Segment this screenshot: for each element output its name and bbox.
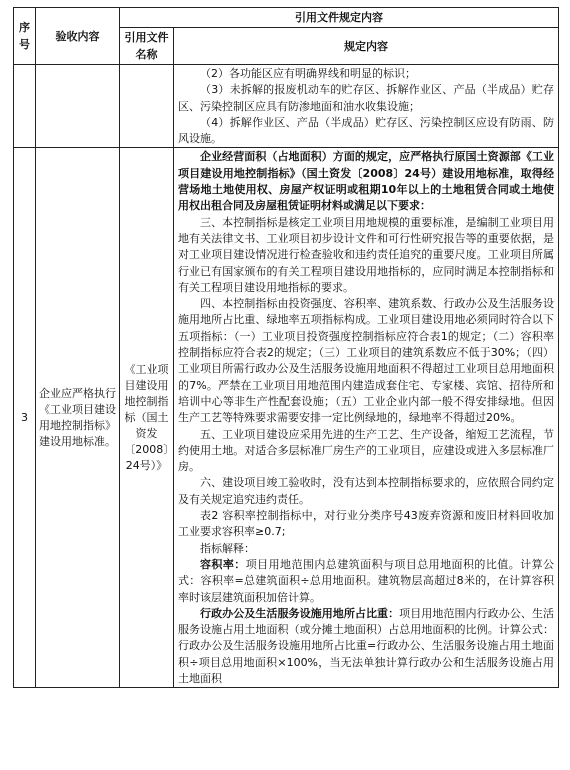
provision-paragraph-intro: 企业经营面积（占地面积）方面的规定，应严格执行原国土资源部《工业项目建设用地控制指标》（国土资发〔2008〕24号）建设用地标准，取得经营场地土地使用权、房屋产权证明或租期10年以上的土地租赁合同或土地使用权出租合同及房屋租赁证明材料或满足以下要求： [178,150,554,213]
acceptance-table [13,7,559,688]
provision-paragraph-4: 四、本控制指标由投资强度、容积率、建筑系数、行政办公及生活服务设施用地所占比重、绿地率五项指标构成。工业项目建设用地必须同时符合以下五项指标：（一）工业项目投资强度控制指标应符合表1的规定；（二）容积率控制指标应符合表2的规定；（三）工业项目的建筑系数应不低于30%；（四）工业项目所需行政办公及生活服务设施用地面积不得超过工业项目总用地面积的7%。严禁在工业项目用地范围内建造成套住宅、专家楼、宾馆、招待所和培训中心等非生产性配套设施；（五）工业企业内部一般不得安排绿地。但因生产工艺等特殊要求需要安排一定比例绿地的，绿地率不得超过20%。 [178,297,554,425]
header-seq: 序号 [14,8,36,65]
term-label: 容积率： [200,557,246,571]
term-label: 行政办公及生活服务设施用地所占比重： [200,606,400,620]
header-cited-provisions: 引用文件规定内容 [120,8,559,28]
provision-paragraph-3: 三、本控制指标是核定工业项目用地规模的重要标准，是编制工业项目用地有关法律文书、工业项目初步设计文件和可行性研究报告等的重要依据，是对工业项目建设情况进行检查验收和违约责任追究的重要尺度。工业项目所属行业已有国家颁布的有关工程项目建设用地指标的，应同时满足本控制指标和有关工程项目建设用地指标的要求。 [178,215,554,294]
provision-paragraph-5: 五、工业项目建设应采用先进的生产工艺、生产设备，缩短工艺流程，节约使用土地。对适合多层标准厂房生产的工业项目，应建设或进入多层标准厂房。 [178,427,554,474]
header-document-name: 引用文件名称 [120,28,174,65]
provision-office-ratio [178,606,554,687]
header-provisions: 规定内容 [174,28,559,65]
provision-line: （2）各功能区应有明确界线和明显的标识； [200,67,416,80]
table-row-3 [14,148,559,688]
provision-plot-ratio [178,557,554,606]
row-document-name: 《工业项目建设用地控制指标（国土资发〔2008〕24号）》 [120,148,174,688]
row-seq: 3 [14,148,36,688]
term-definition: 项目用地范围内总建筑面积与项目总用地面积的比值。计算公式：容积率=总建筑面积÷总用地面积。建筑物层高超过8米的，在计算容积率时该层建筑面积加倍计算。 [178,557,554,604]
prev-provisions-cell [174,65,559,148]
prev-seq-cell [14,65,36,148]
provision-index-heading: 指标解释： [200,541,255,555]
header-acceptance: 验收内容 [36,8,120,65]
prev-requirement-cell [36,65,120,148]
row-requirement: 企业应严格执行《工业项目建设用地控制指标》建设用地标准。 [36,148,120,688]
term-definition: 项目用地范围内行政办公、生活服务设施占用土地面积（或分摊土地面积）占总用地面积的比例。计算公式：行政办公及生活服务设施用地所占比重=行政办公、生活服务设施占用土地面积÷项目总用地面积×100%，当无法单独计算行政办公和生活服务设施占用土地面积 [178,606,555,685]
table-row-previous [14,65,559,148]
provision-table2-note: 表2 容积率控制指标中，对行业分类序号43废弃资源和废旧材料回收加工业要求容积率≥0.7; [178,509,554,539]
provision-line: （4）拆解作业区、产品（半成品）贮存区、污染控制区应设有防雨、防风设施。 [178,115,554,146]
prev-document-cell [120,65,174,148]
provision-line: （3）未拆解的报废机动车的贮存区、拆解作业区、产品（半成品）贮存区、污染控制区应具有防渗地面和油水收集设施； [178,83,554,113]
provision-paragraph-6: 六、建设项目竣工验收时，没有达到本控制指标要求的，应依照合同约定及有关规定追究违约责任。 [178,476,554,506]
row-provisions [174,148,559,688]
